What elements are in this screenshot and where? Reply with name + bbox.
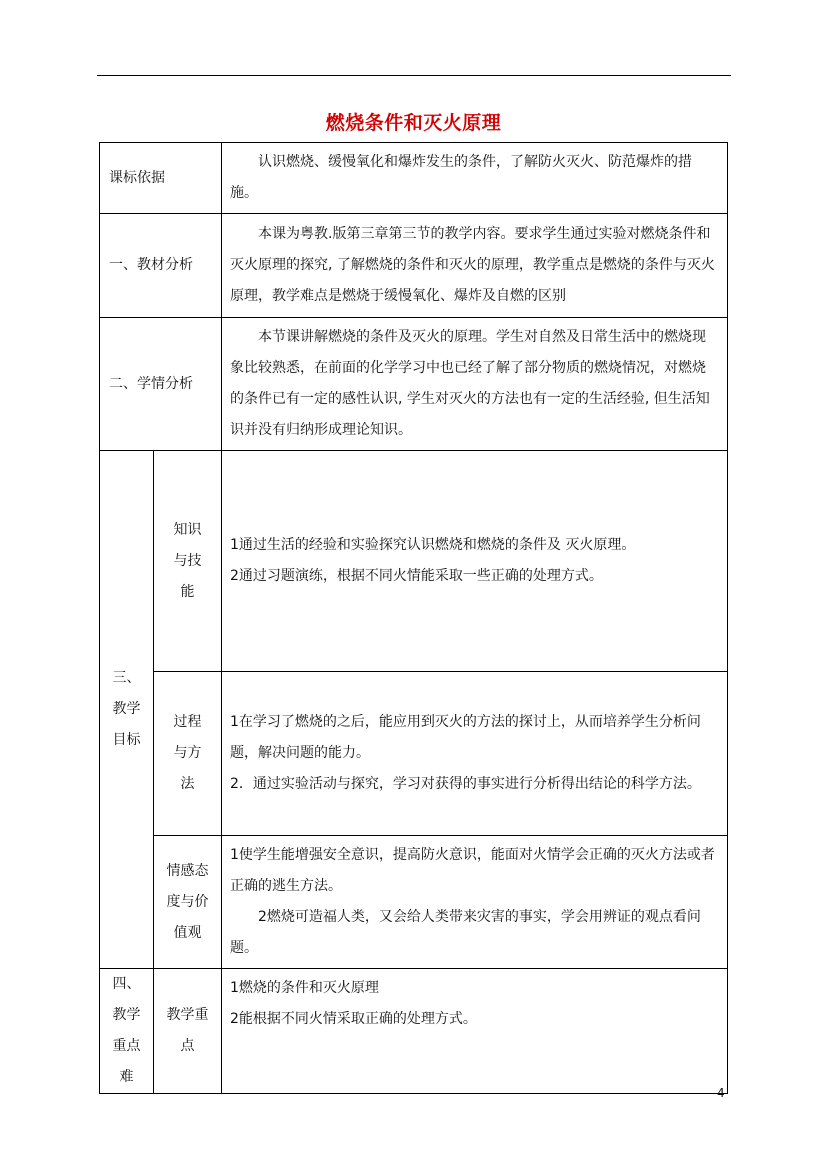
key-points-line-1: 1燃烧的条件和灭火原理 <box>230 980 379 996</box>
standard-cell <box>222 143 728 214</box>
textbook-text: 本课为粤教.版第三章第三节的教学内容。要求学生通过实验对燃烧条件和灭火原理的探究, 了解燃烧的条件和灭火的原理，教学重点是燃烧的条件与灭火原理，教学难点是燃烧于缓慢氧化、爆炸及自燃的区别 <box>230 226 715 304</box>
lesson-plan-table <box>99 142 728 1094</box>
standard-label: 课标依据 <box>100 143 222 214</box>
knowledge-line-2: 2通过习题演练，根据不同火情能采取一些正确的处理方式。 <box>230 568 603 584</box>
standard-text: 认识燃烧、缓慢氧化和爆炸发生的条件，了解防火灭火、防范爆炸的措施。 <box>230 154 692 201</box>
textbook-label: 一、教材分析 <box>100 214 222 318</box>
process-line-1: 1在学习了燃烧的之后，能应用到灭火的方法的探讨上，从而培养学生分析问题，解决问题的能力。 <box>230 714 701 761</box>
attitude-line-1: 1使学生能增强安全意识，提高防火意识，能面对火情学会正确的灭火方法或者正确的逃生方法。 <box>230 847 715 894</box>
attitude-cell <box>222 836 728 969</box>
attitude-line-2: 2燃烧可造福人类，又会给人类带来灾害的事实，学会用辨证的观点看问题。 <box>230 909 701 956</box>
row-attitude <box>100 836 728 969</box>
process-line-2: 2．通过实验活动与探究，学习对获得的事实进行分析得出结论的科学方法。 <box>230 776 701 792</box>
document-title: 燃烧条件和灭火原理 <box>325 112 502 134</box>
process-cell <box>222 672 728 836</box>
objectives-label: 三、教学目标 <box>100 451 154 969</box>
textbook-cell <box>222 214 728 318</box>
row-key-points <box>100 969 728 1094</box>
attitude-label: 情感态度与价值观 <box>154 836 222 969</box>
key-points-cell <box>222 969 728 1094</box>
key-points-line-2: 2能根据不同火情采取正确的处理方式。 <box>230 1011 477 1027</box>
header-rule <box>97 75 731 76</box>
knowledge-line-1: 1通过生活的经验和实验探究认识燃烧和燃烧的条件及 灭火原理。 <box>230 537 636 553</box>
row-process <box>100 672 728 836</box>
knowledge-label: 知识与技能 <box>154 451 222 672</box>
key-points-sub-label: 教学重点 <box>154 969 222 1094</box>
row-textbook <box>100 214 728 318</box>
process-label: 过程与方法 <box>154 672 222 836</box>
key-points-label: 四、教学重点难 <box>100 969 154 1094</box>
students-cell <box>222 318 728 451</box>
students-text: 本节课讲解燃烧的条件及灭火的原理。学生对自然及日常生活中的燃烧现象比较熟悉，在前面的化学学习中也已经了解了部分物质的燃烧情况，对燃烧的条件已有一定的感性认识, 学生对灭火的方法也有一定的生活经验, 但生活知识并没有归纳形成理论知识。 <box>230 329 710 438</box>
row-knowledge <box>100 451 728 672</box>
students-label: 二、学情分析 <box>100 318 222 451</box>
row-standard <box>100 143 728 214</box>
knowledge-cell <box>222 451 728 672</box>
row-students <box>100 318 728 451</box>
page-number: 4 <box>717 1086 725 1100</box>
